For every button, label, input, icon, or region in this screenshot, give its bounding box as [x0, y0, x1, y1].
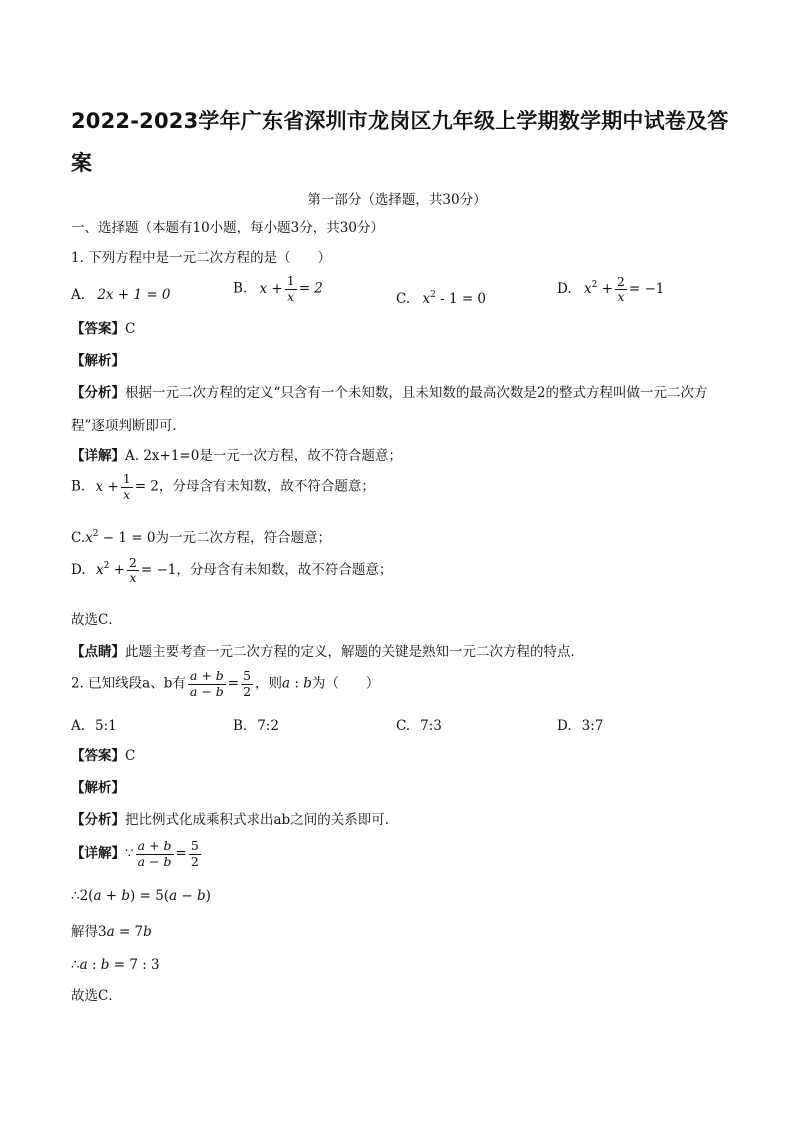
- q2-option-c: C. 7:3: [396, 718, 442, 734]
- q2-detail-step3: 解得3a = 7b: [71, 924, 152, 940]
- section-heading: 一、选择题（本题有10小题，每小题3分，共30分）: [71, 220, 384, 236]
- q2-conclusion: 故选C．: [71, 988, 122, 1004]
- q2-analysis-tag: 【解析】: [71, 780, 125, 796]
- q2-fenxi: 【分析】把比例式化成乘积式求出ab之间的关系即可．: [71, 812, 399, 828]
- part-heading: 第一部分（选择题，共30分）: [307, 192, 487, 208]
- q2-option-b: B. 7:2: [233, 718, 279, 734]
- q1-option-b: B. x + $\frac{1}{x}$ = 2: [233, 273, 323, 304]
- q2-detail-step2: ∴2(a + b) = 5(a − b): [71, 888, 211, 904]
- q1-answer: 【答案】C: [71, 321, 136, 337]
- q1-conclusion: 故选C．: [71, 612, 122, 628]
- q1-detail-b: B. x + $\frac{1}{x}$ = 2，分母含有未知数，故不符合题意；: [71, 471, 375, 502]
- document-title: 2022-2023学年广东省深圳市龙岗区九年级上学期数学期中试卷及答案: [71, 109, 729, 175]
- q1-option-a: A. 2x + 1 = 0: [71, 287, 171, 303]
- q2-stem: 2. 已知线段a、b有 $\frac{a + b}{a - b}$ = $\frac{5}{2}$ ，则a : b为（ ）: [71, 668, 380, 699]
- q1-option-d: D. $x^2$ + $\frac{2}{x}$ = −1: [557, 273, 665, 304]
- q2-option-a: A. 5:1: [71, 718, 117, 734]
- q2-detail-step4: ∴a : b = 7 : 3: [71, 957, 160, 973]
- q1-detail-d: D. $x^2$ + $\frac{2}{x}$ = −1，分母含有未知数，故不符合题意；: [71, 554, 393, 585]
- q1-comment: 【点睛】此题主要考查一元二次方程的定义，解题的关键是熟知一元二次方程的特点．: [71, 644, 584, 660]
- q1-detail-a: 【详解】A. 2x+1=0是一元一次方程，故不符合题意；: [71, 448, 402, 464]
- q1-fenxi: 【分析】根据一元二次方程的定义“只含有一个未知数，且未知数的最高次数是2的整式方程叫做一元二次方程”逐项判断即可．: [71, 385, 708, 434]
- q1-option-c: C. $x^2 - 1 = 0$: [396, 290, 487, 307]
- q1-stem: 1. 下列方程中是一元二次方程的是（ ）: [71, 250, 332, 266]
- q1-detail-c: $C.x^2 - 1 = 0$为一元二次方程，符合题意；: [71, 529, 331, 546]
- q2-option-d: D. 3:7: [557, 718, 604, 734]
- q1-analysis-tag: 【解析】: [71, 353, 125, 369]
- q2-answer: 【答案】C: [71, 748, 136, 764]
- q2-detail-step1: 【详解】∵ $\frac{a + b}{a - b}$ = $\frac{5}{2}$: [71, 838, 199, 869]
